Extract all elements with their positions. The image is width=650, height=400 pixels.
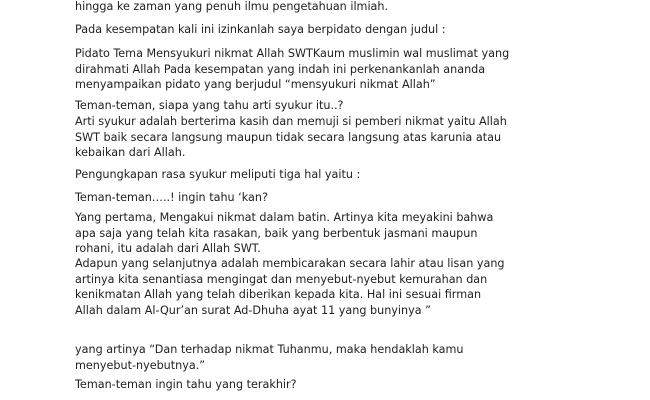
- paragraph-verse-meaning: [75, 342, 583, 373]
- paragraph-second-point: [75, 256, 583, 318]
- text-line: Arti syukur adalah berterima kasih dan memuji si pemberi nikmat yaitu Allah: [75, 115, 507, 128]
- paragraph-title: [75, 46, 583, 93]
- text-line: apa saja yang telah kita rasakan, baik yang berbentuk jasmani maupun: [75, 226, 478, 240]
- text-line: Teman-teman, siapa yang tahu arti syukur itu..?: [75, 99, 344, 112]
- text-line: yang artinya “Dan terhadap nikmat Tuhanmu, maka hendaklah kamu: [75, 343, 464, 356]
- text-line: dirahmati Allah Pada kesempatan yang indah ini perkenankanlah ananda: [75, 62, 486, 76]
- text-line: hingga ke zaman yang penuh ilmu pengetahuan ilmiah.: [75, 0, 389, 13]
- paragraph-last-question: [75, 377, 583, 393]
- text-line: Teman-teman…..! ingin tahu ‘kan?: [75, 191, 268, 204]
- text-line: Pidato Tema Mensyukuri nikmat Allah SWTKaum muslimin wal muslimat yang: [75, 47, 510, 60]
- text-line: artinya kita senantiasa mengingat dan menyebut-nyebut kemurahan dan: [75, 272, 488, 286]
- text-line: Adapun yang selanjutnya adalah membicarakan secara lahir atau lisan yang: [75, 257, 505, 270]
- text-line: Pengungkapan rasa syukur meliputi tiga hal yaitu :: [75, 168, 361, 181]
- paragraph-definition: [75, 114, 583, 161]
- paragraph-three-things: [75, 167, 583, 183]
- text-line: kebaikan dari Allah.: [75, 146, 186, 159]
- paragraph-first-point: [75, 210, 583, 257]
- paragraph-intro-end: [75, 0, 583, 15]
- paragraph-opening: [75, 22, 583, 38]
- text-line: menyampaikan pidato yang berjudul “mensyukuri nikmat Allah”: [75, 78, 436, 91]
- text-line: Yang pertama, Mengakui nikmat dalam batin. Artinya kita meyakini bahwa: [75, 211, 494, 224]
- text-line: SWT baik secara langsung maupun tidak secara langsung atas karunia atau: [75, 130, 502, 144]
- text-line: Teman-teman ingin tahu yang terakhir?: [75, 378, 297, 391]
- text-line: rohani, itu adalah dari Allah SWT.: [75, 242, 261, 255]
- paragraph-question: [75, 98, 583, 114]
- text-line: Allah dalam Al-Qur’an surat Ad-Dhuha ayat 11 yang bunyinya ”: [75, 303, 431, 317]
- paragraph-want-to-know: [75, 190, 583, 206]
- text-line: Pada kesempatan kali ini izinkanlah saya berpidato dengan judul :: [75, 23, 446, 36]
- text-line: kenikmatan Allah yang telah diberikan kepada kita. Hal ini sesuai firman: [75, 288, 482, 301]
- text-line: menyebut-nyebutnya.”: [75, 358, 206, 372]
